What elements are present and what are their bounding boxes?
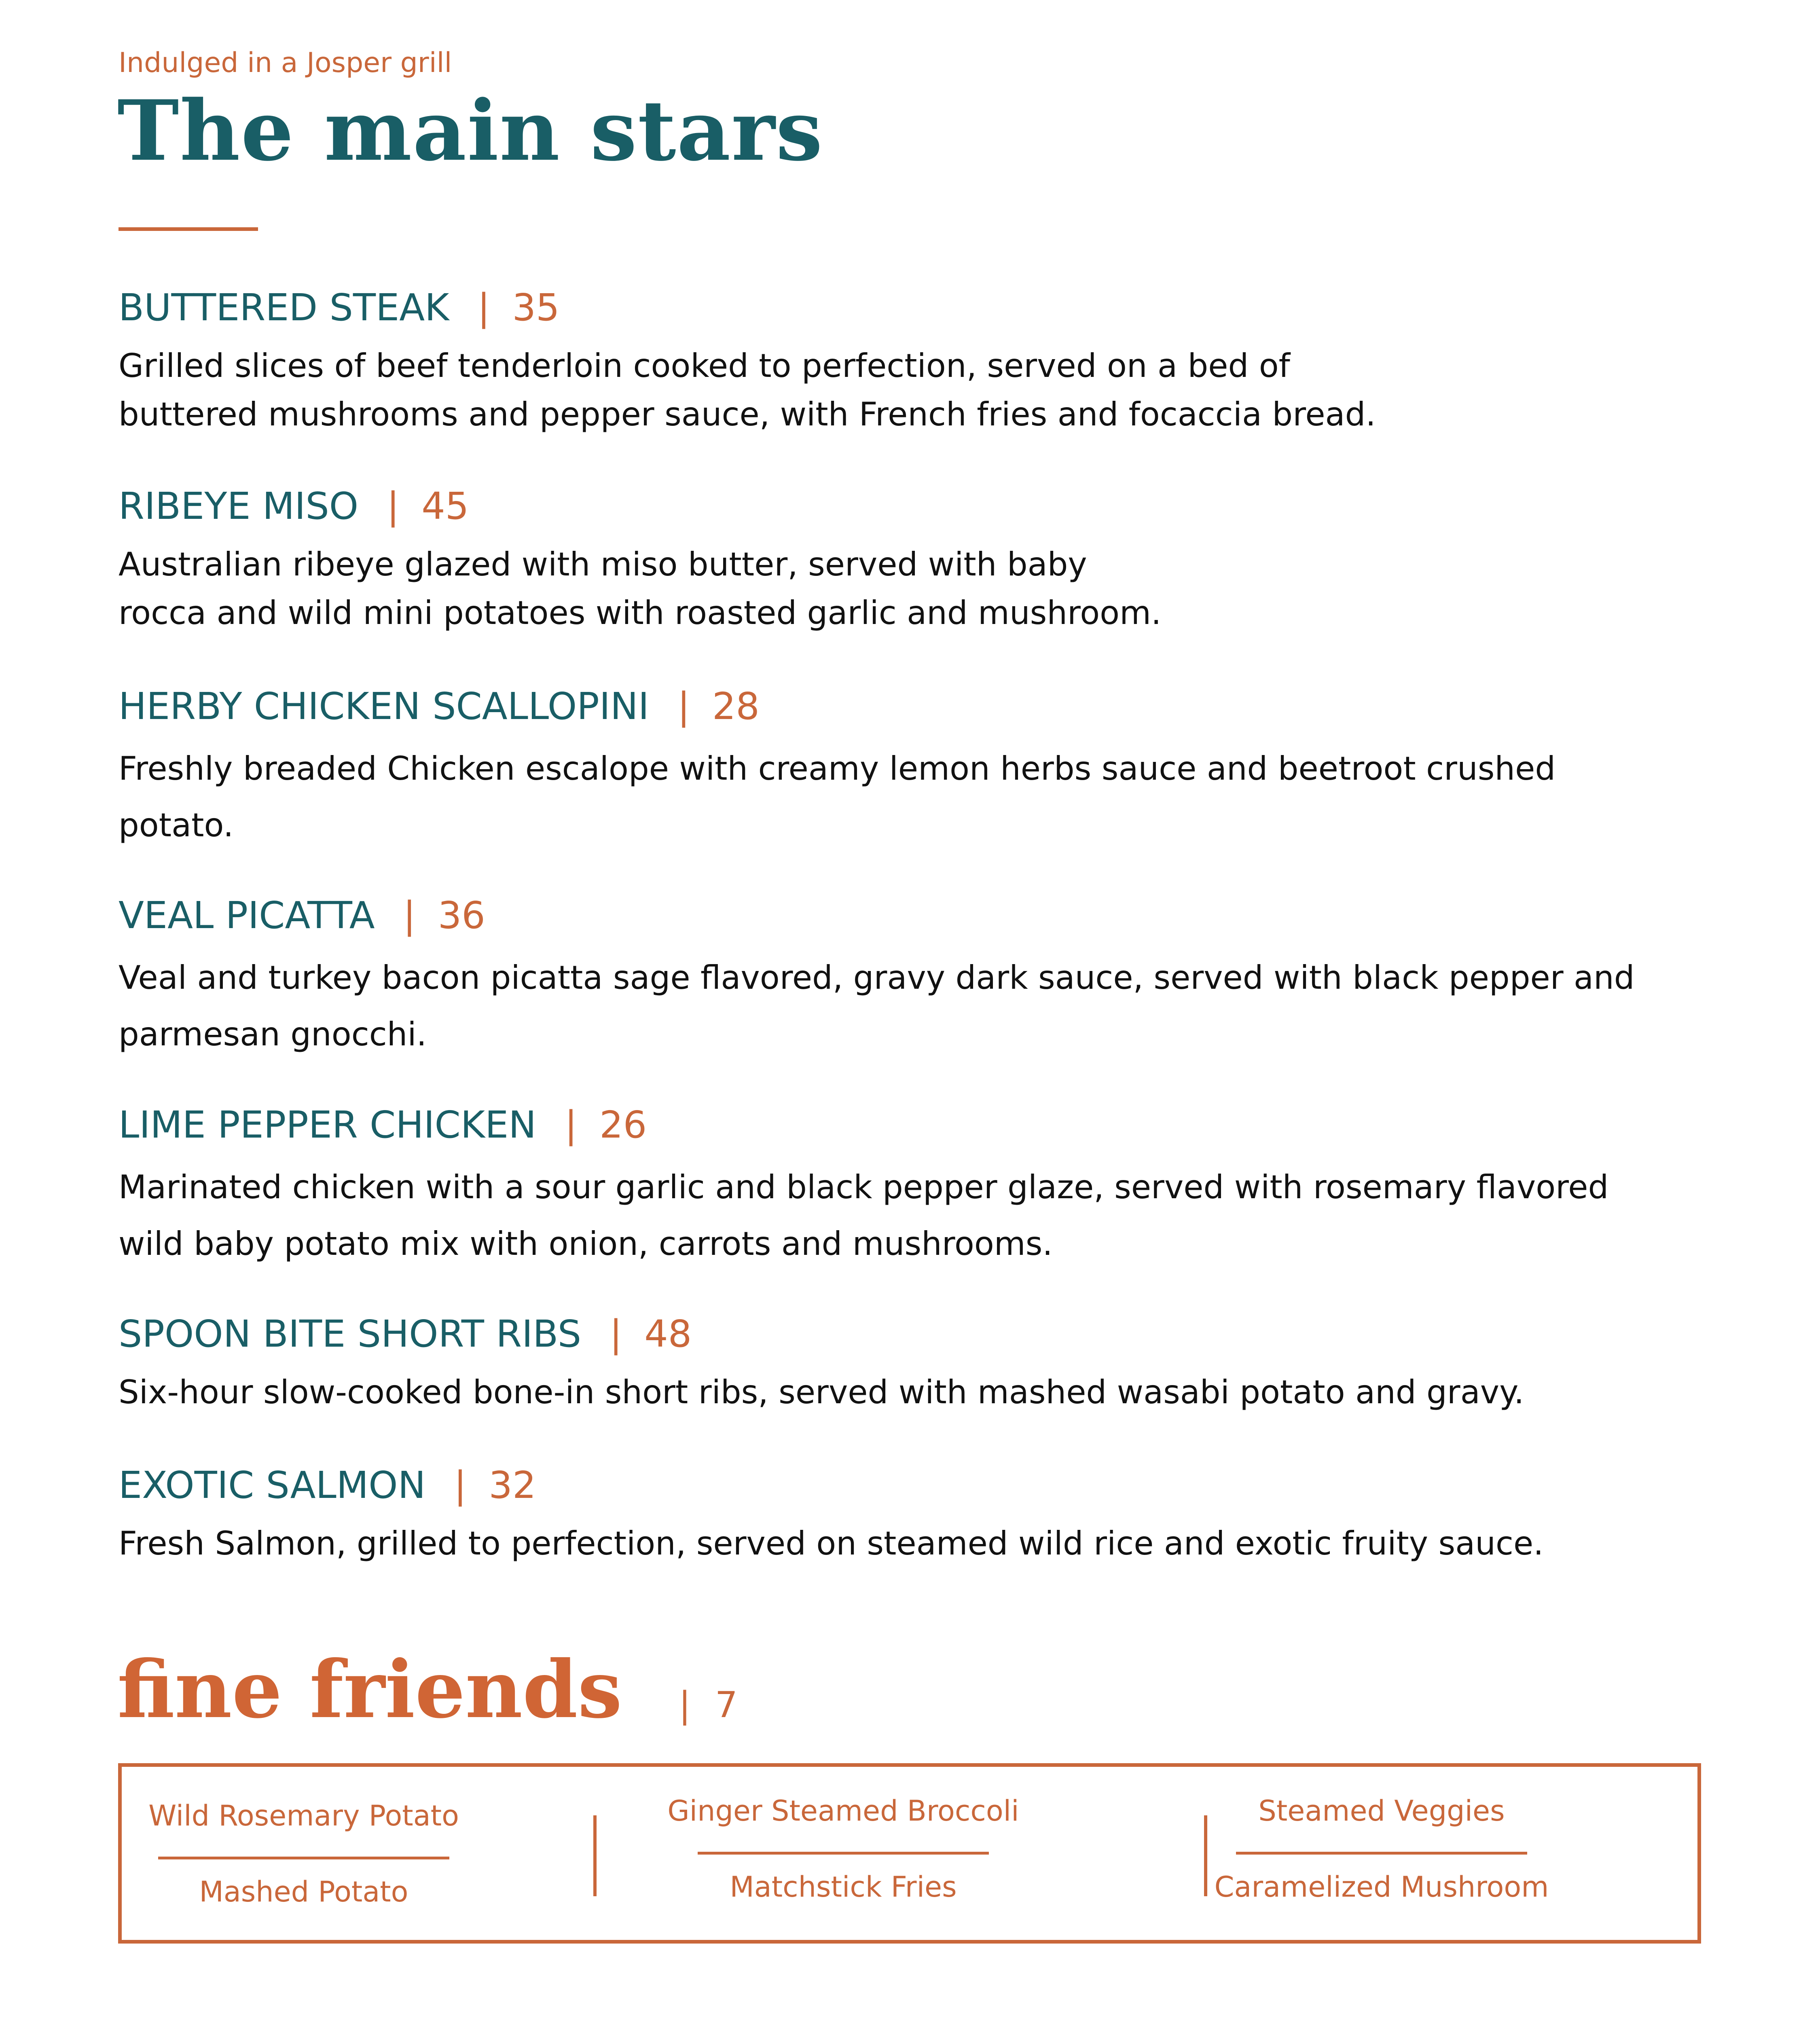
description-line: Freshly breaded Chicken escalope with creamy lemon herbs sauce and beetroot crushed [119, 750, 1556, 787]
description-line: Six-hour slow-cooked bone-in short ribs, served with mashed wasabi potato and gravy. [119, 1373, 1524, 1411]
menu-item-name: RIBEYE MISO [119, 484, 359, 528]
menu-item-description [119, 1519, 1655, 1568]
side-item: Wild Rosemary Potato [148, 1799, 459, 1832]
menu-item-heading [119, 286, 1655, 329]
side-divider [698, 1852, 989, 1855]
menu-item-name: LIME PEPPER CHICKEN [119, 1103, 537, 1146]
side-item: Matchstick Fries [730, 1870, 957, 1904]
sides-price: 7 [715, 1684, 738, 1726]
side-item: Steamed Veggies [1258, 1794, 1505, 1827]
description-line: Grilled slices of beef tenderloin cooked to perfection, served on a bed of [119, 347, 1290, 385]
menu-item-price: 45 [421, 484, 469, 528]
menu-item-description [119, 1159, 1655, 1272]
menu-item-price: 32 [489, 1464, 536, 1507]
description-line: potato. [119, 806, 234, 844]
menu-item-name: HERBY CHICKEN SCALLOPINI [119, 685, 649, 728]
menu-item [119, 484, 1655, 637]
side-item: Mashed Potato [199, 1875, 408, 1908]
menu-item-name: BUTTERED STEAK [119, 286, 449, 329]
menu-item [119, 1464, 1655, 1568]
price-separator: | [609, 1312, 622, 1356]
price-separator: | [565, 1103, 578, 1146]
menu-item-price: 26 [599, 1103, 647, 1146]
side-item: Ginger Steamed Broccoli [667, 1794, 1019, 1827]
sides-title: fine friends [117, 1643, 622, 1736]
menu-item [119, 1312, 1655, 1417]
description-line: Australian ribeye glazed with miso butter, served with baby [119, 546, 1087, 583]
menu-item-heading [119, 484, 1655, 528]
side-divider [158, 1857, 449, 1859]
menu-item-heading [119, 894, 1655, 937]
price-separator: | [477, 286, 490, 329]
page-title: The main stars [117, 82, 823, 180]
tagline: Indulged in a Josper grill [119, 47, 452, 79]
description-line: wild baby potato mix with onion, carrots and mushrooms. [119, 1225, 1053, 1263]
description-line: parmesan gnocchi. [119, 1015, 427, 1053]
menu-item-description [119, 342, 1655, 439]
menu-item-price: 48 [644, 1312, 692, 1356]
description-line: rocca and wild mini potatoes with roasted garlic and mushroom. [119, 594, 1162, 632]
description-line: Fresh Salmon, grilled to perfection, served on steamed wild rice and exotic fruity sauce. [119, 1525, 1544, 1562]
title-underline [119, 227, 258, 231]
menu-item-price: 28 [712, 685, 760, 728]
side-item: Caramelized Mushroom [1214, 1870, 1549, 1904]
sides-box [118, 1763, 1701, 1944]
menu-item-heading [119, 685, 1655, 728]
menu-item-heading [119, 1103, 1655, 1146]
price-separator: | [677, 685, 690, 728]
price-separator: | [454, 1464, 467, 1507]
description-line: Marinated chicken with a sour garlic and black pepper glaze, served with rosemary flavored [119, 1168, 1609, 1206]
menu-item-heading [119, 1464, 1655, 1507]
menu-item [119, 894, 1655, 1063]
menu-item [119, 1103, 1655, 1272]
description-line: Veal and turkey bacon picatta sage flavored, gravy dark sauce, served with black pepper and [119, 959, 1635, 996]
column-divider [593, 1815, 597, 1896]
menu-item [119, 685, 1655, 854]
price-separator: | [403, 894, 416, 937]
menu-item-name: EXOTIC SALMON [119, 1464, 426, 1507]
menu-item [119, 286, 1655, 439]
menu-item-price: 35 [512, 286, 560, 329]
menu-item-price: 36 [438, 894, 485, 937]
menu-item-description [119, 1368, 1655, 1417]
price-separator: | [387, 484, 400, 528]
menu-item-description [119, 740, 1655, 854]
menu-item-name: SPOON BITE SHORT RIBS [119, 1312, 582, 1356]
menu-item-name: VEAL PICATTA [119, 894, 375, 937]
menu-item-description [119, 950, 1655, 1063]
sides-heading [117, 1643, 738, 1736]
menu-item-description [119, 540, 1655, 637]
description-line: buttered mushrooms and pepper sauce, with French fries and focaccia bread. [119, 396, 1376, 433]
menu-item-heading [119, 1312, 1655, 1356]
side-divider [1236, 1852, 1527, 1855]
price-separator: | [679, 1684, 691, 1726]
